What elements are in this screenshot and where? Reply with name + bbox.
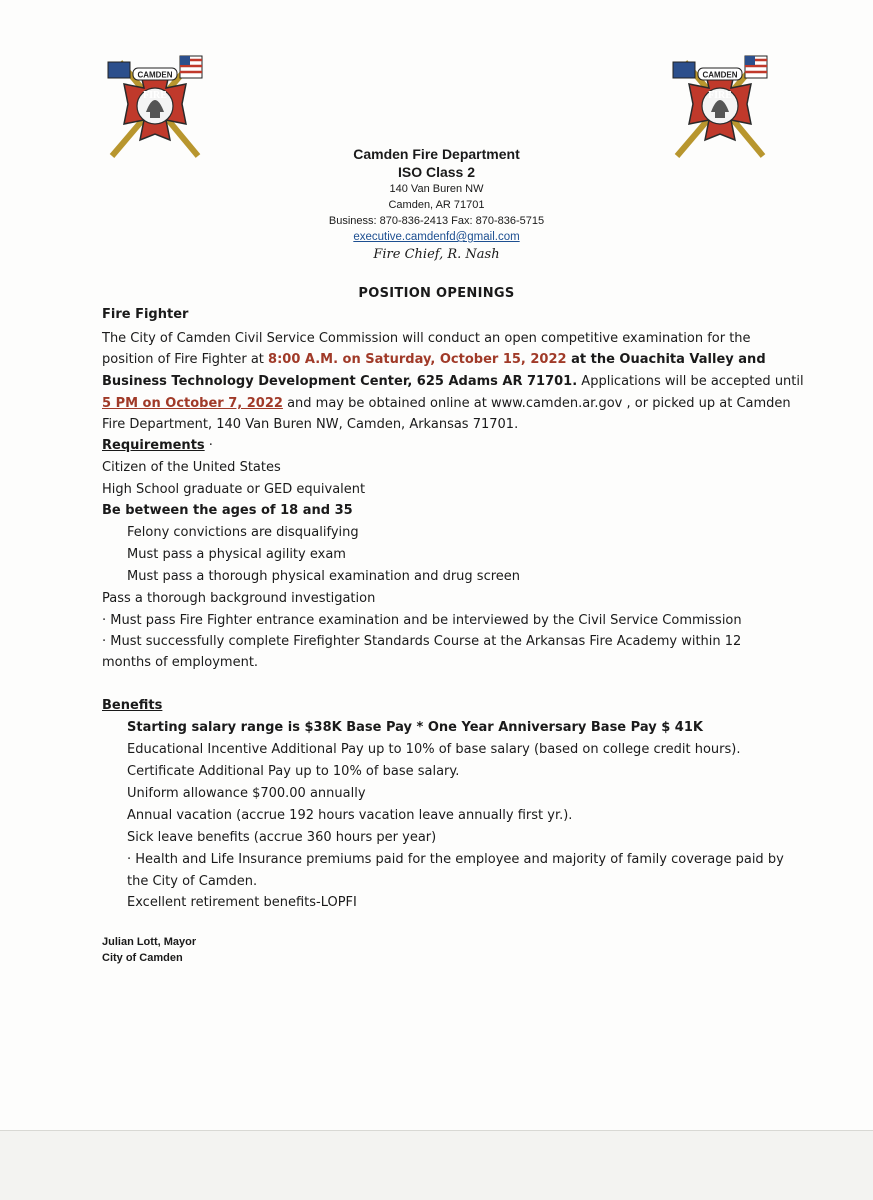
requirements-heading: Requirements [102,438,205,453]
benefit-item: Sick leave benefits (accrue 360 hours per year) [127,830,437,845]
phone-numbers: Business: 870-836-2413 Fax: 870-836-5715 [328,215,545,227]
requirement-item: Citizen of the United States [102,460,281,475]
job-line-3b: Applications will be accepted until [577,374,804,389]
requirement-item: Pass a thorough background investigation [102,591,376,606]
requirements-heading-row [102,437,213,454]
job-line-2a: position of Fire Fighter at [102,352,269,367]
application-deadline: 5 PM on October 7, 2022 [102,396,283,411]
logo-word-text: FIRE [143,90,167,101]
benefit-item: · Health and Life Insurance premiums paid for the employee and majority of family coverage paid by [127,852,784,867]
benefits-heading: Benefits [102,698,163,713]
job-line-2c: at the Ouachita Valley and [566,352,766,367]
job-line-4 [102,395,791,412]
requirement-item: · Must pass Fire Fighter entrance examination and be interviewed by the Civil Service Commission [102,613,742,628]
letterhead [0,145,873,264]
requirement-item: Be between the ages of 18 and 35 [102,503,353,518]
page-title: POSITION OPENINGS [358,286,515,301]
requirement-item: Felony convictions are disqualifying [127,525,359,540]
exam-datetime: 8:00 A.M. on Saturday, October 15, 2022 [268,352,567,367]
requirements-bullet: · [204,438,213,453]
signature-name: Julian Lott, Mayor [102,936,197,948]
requirement-item: Must pass a physical agility exam [127,547,346,562]
benefit-item: the City of Camden. [127,874,258,889]
benefit-item: Uniform allowance $700.00 annually [127,786,366,801]
logo-banner-text: CAMDEN [137,70,173,80]
job-line-2 [102,351,766,368]
job-line-4b: and may be obtained online at www.camden.ar.gov , or picked up at Camden [282,396,791,411]
email-link[interactable]: executive.camdenfd@gmail.com [353,231,520,243]
requirement-item: months of employment. [102,655,259,670]
benefit-item: Educational Incentive Additional Pay up to 10% of base salary (based on college credit hours). [127,742,741,757]
org-name: Camden Fire Department [353,146,520,162]
job-line-3 [102,373,804,390]
benefit-item: Excellent retirement benefits-LOPFI [127,895,357,910]
fire-department-logo-icon-right [665,48,775,160]
requirement-item: High School graduate or GED equivalent [102,482,366,497]
benefit-item: Certificate Additional Pay up to 10% of base salary. [127,764,460,779]
exam-location: Business Technology Development Center, 625 Adams AR 71701. [102,374,578,389]
logo-banner-text: CAMDEN [702,70,738,80]
logo-word-text: FIRE [708,90,732,101]
street-address: 140 Van Buren NW [389,183,484,195]
benefit-item: Annual vacation (accrue 192 hours vacation leave annually first yr.). [127,808,573,823]
iso-class: ISO Class 2 [397,164,476,180]
requirement-item: · Must successfully complete Firefighter Standards Course at the Arkansas Fire Academy within 12 [102,634,742,649]
job-line-1: The City of Camden Civil Service Commission will conduct an open competitive examination for the [102,331,751,346]
benefit-item: Starting salary range is $38K Base Pay * One Year Anniversary Base Pay $ 41K [127,720,703,735]
fire-chief: Fire Chief, R. Nash [373,247,500,262]
requirement-item: Must pass a thorough physical examination and drug screen [127,569,521,584]
signature-org: City of Camden [102,952,183,964]
city-address: Camden, AR 71701 [388,199,485,211]
job-line-5: Fire Department, 140 Van Buren NW, Camden, Arkansas 71701. [102,417,519,432]
job-heading: Fire Fighter [102,307,189,322]
fire-department-logo-icon [100,48,210,160]
